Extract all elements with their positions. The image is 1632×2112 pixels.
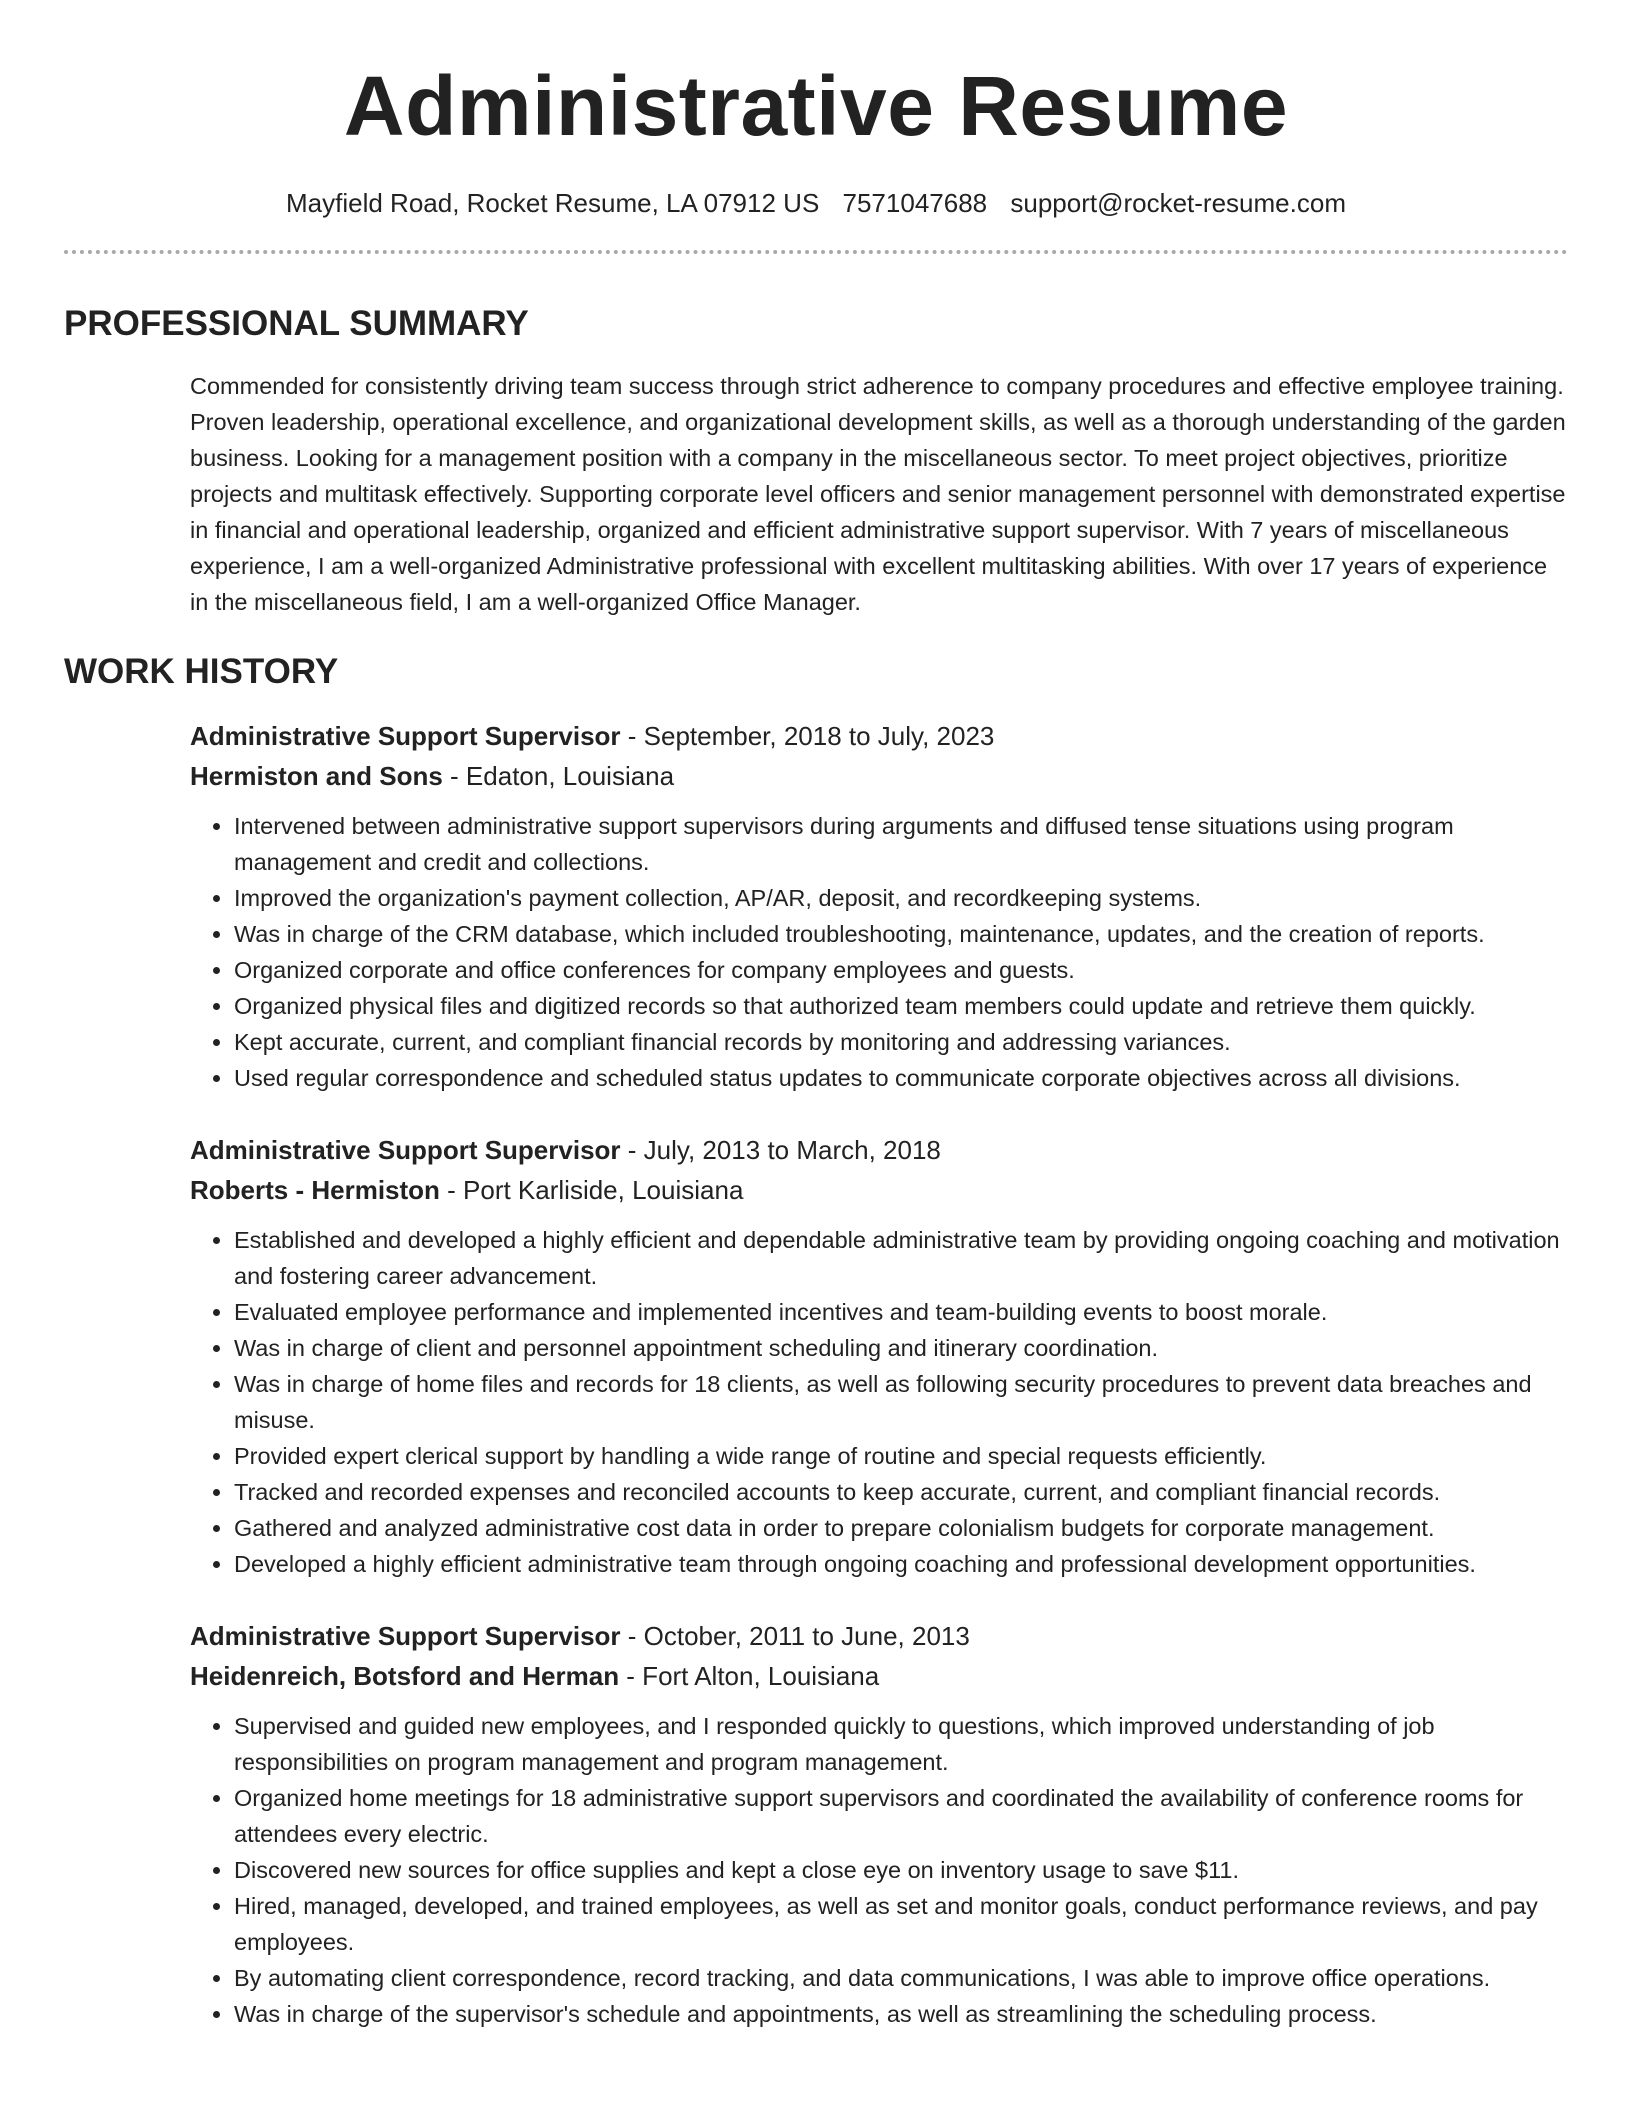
job-title-line (190, 1616, 1568, 1656)
job-bullet: • Established and developed a highly efficient and dependable administrative team by providing ongoing coaching and motivation and fostering career advancement. (234, 1222, 1568, 1294)
job-bullets (190, 1222, 1568, 1582)
job-bullet: • Tracked and recorded expenses and reconciled accounts to keep accurate, current, and compliant financial records. (234, 1474, 1568, 1510)
job-bullet: • Used regular correspondence and scheduled status updates to communicate corporate objectives across all divisions. (234, 1060, 1568, 1096)
work-history-list (64, 716, 1568, 2032)
contact-phone: 7571047688 (842, 188, 988, 218)
job-bullet: • Developed a highly efficient administrative team through ongoing coaching and professional development opportunities. (234, 1546, 1568, 1582)
job-dates: - July, 2013 to March, 2018 (620, 1135, 941, 1165)
job-bullet: • Was in charge of client and personnel appointment scheduling and itinerary coordination. (234, 1330, 1568, 1366)
job-title-line (190, 1130, 1568, 1170)
job-bullet: • Organized home meetings for 18 administrative support supervisors and coordinated the availability of conference rooms for attendees every electric. (234, 1780, 1568, 1852)
job-title: Administrative Support Supervisor (190, 1621, 621, 1651)
job-company-line (190, 1170, 1568, 1210)
job-entry (190, 1616, 1568, 2032)
job-bullet: • Discovered new sources for office supplies and kept a close eye on inventory usage to save $11. (234, 1852, 1568, 1888)
job-bullet: • Was in charge of the supervisor's schedule and appointments, as well as streamlining the scheduling process. (234, 1996, 1568, 2032)
job-bullet: • Provided expert clerical support by handling a wide range of routine and special requests efficiently. (234, 1438, 1568, 1474)
job-title-line (190, 716, 1568, 756)
job-bullet: • By automating client correspondence, record tracking, and data communications, I was able to improve office operations. (234, 1960, 1568, 1996)
job-bullet: • Organized corporate and office conferences for company employees and guests. (234, 952, 1568, 988)
job-bullet: • Was in charge of the CRM database, which included troubleshooting, maintenance, updates, and the creation of reports. (234, 916, 1568, 952)
job-title: Administrative Support Supervisor (190, 721, 621, 751)
job-bullet: • Evaluated employee performance and implemented incentives and team-building events to boost morale. (234, 1294, 1568, 1330)
contact-line (64, 186, 1568, 220)
job-entry (190, 1130, 1568, 1582)
job-dates: - October, 2011 to June, 2013 (620, 1621, 970, 1651)
job-bullet: • Improved the organization's payment collection, AP/AR, deposit, and recordkeeping systems. (234, 880, 1568, 916)
job-bullets (190, 808, 1568, 1096)
summary-text: Commended for consistently driving team success through strict adherence to company procedures and effective employee training. Proven leadership, operational excellence, and organizational development skills, as well as a thorough understanding of the garden business. Looking for a management position with a company in the miscellaneous sector. To meet project objectives, prioritize projects and multitask effectively. Supporting corporate level officers and senior management personnel with demonstrated expertise in financial and operational leadership, organized and efficient administrative support supervisor. With 7 years of miscellaneous experience, I am a well-organized Administrative professional with excellent multitasking abilities. With over 17 years of experience in the miscellaneous field, I am a well-organized Office Manager. (190, 373, 1566, 615)
job-bullet: • Intervened between administrative support supervisors during arguments and diffused tense situations using program management and credit and collections. (234, 808, 1568, 880)
job-bullet: • Gathered and analyzed administrative cost data in order to prepare colonialism budgets for corporate management. (234, 1510, 1568, 1546)
job-bullets (190, 1708, 1568, 2032)
job-entry (190, 716, 1568, 1096)
job-company-line (190, 756, 1568, 796)
job-bullet: • Organized physical files and digitized records so that authorized team members could update and retrieve them quickly. (234, 988, 1568, 1024)
job-company: Heidenreich, Botsford and Herman (190, 1661, 620, 1691)
summary-heading: PROFESSIONAL SUMMARY (64, 304, 529, 343)
resume-title: Administrative Resume (343, 59, 1289, 153)
job-bullet: • Hired, managed, developed, and trained employees, as well as set and monitor goals, conduct performance reviews, and pay employees. (234, 1888, 1568, 1960)
contact-address: Mayfield Road, Rocket Resume, LA 07912 US (286, 188, 820, 218)
job-bullet: • Was in charge of home files and records for 18 clients, as well as following security procedures to prevent data breaches and misuse. (234, 1366, 1568, 1438)
job-location: - Edaton, Louisiana (442, 761, 675, 791)
work-history-heading: WORK HISTORY (64, 652, 339, 691)
job-title: Administrative Support Supervisor (190, 1135, 621, 1165)
job-bullet: • Supervised and guided new employees, and I responded quickly to questions, which improved understanding of job responsibilities on program management and program management. (234, 1708, 1568, 1780)
job-bullet: • Kept accurate, current, and compliant financial records by monitoring and addressing variances. (234, 1024, 1568, 1060)
job-company: Roberts - Hermiston (190, 1175, 440, 1205)
job-company: Hermiston and Sons (190, 761, 443, 791)
job-dates: - September, 2018 to July, 2023 (620, 721, 995, 751)
job-location: - Port Karliside, Louisiana (439, 1175, 744, 1205)
contact-email: support@rocket-resume.com (1010, 188, 1346, 218)
job-company-line (190, 1656, 1568, 1696)
job-location: - Fort Alton, Louisiana (619, 1661, 880, 1691)
header-divider (64, 250, 1568, 254)
